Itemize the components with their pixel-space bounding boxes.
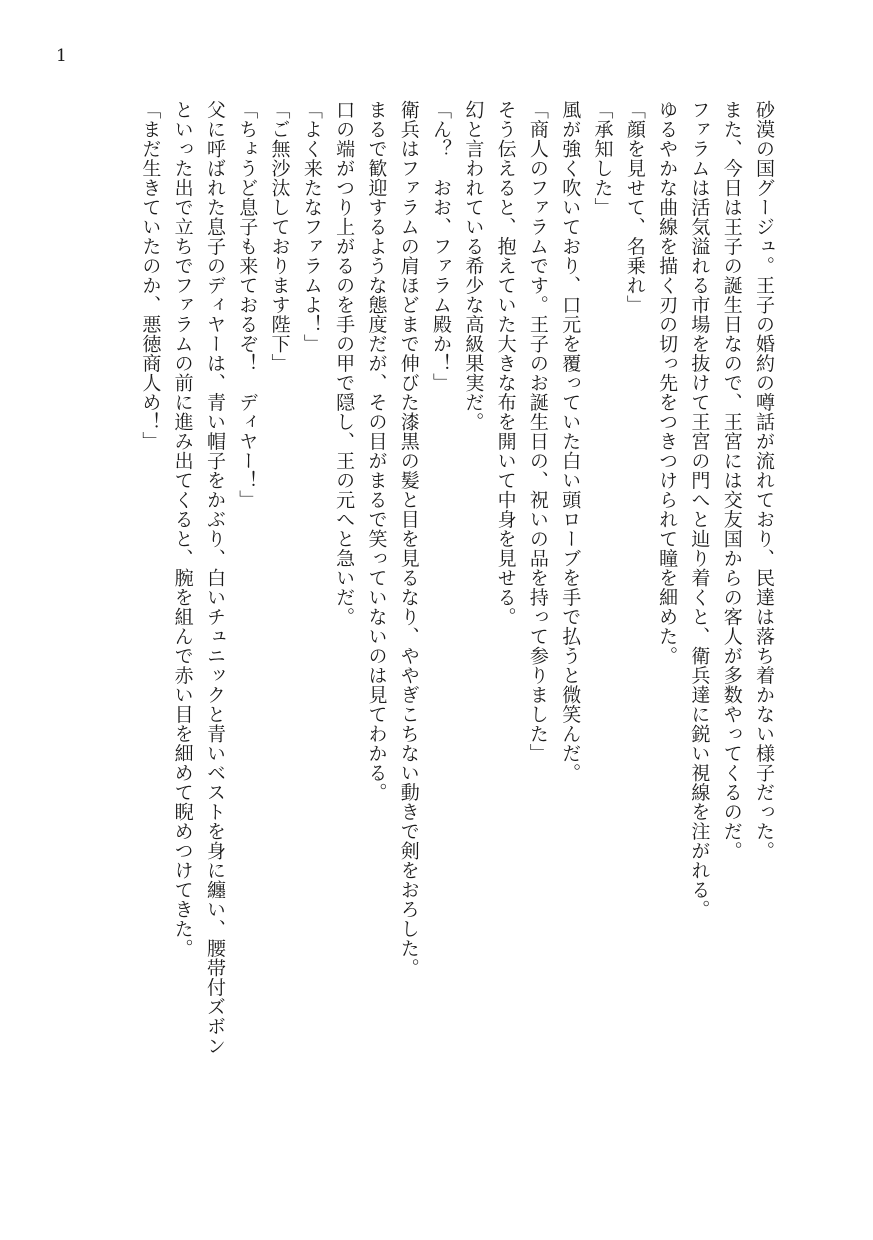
text-line: 「ご無沙汰しております陛下」 (268, 100, 291, 373)
text-line: 砂漠の国グージュ。王子の婚約の噂話が流れており、民達は落ち着かない様子だった。 (753, 100, 775, 861)
text-line: 「顔を見せて、名乗れ」 (623, 100, 646, 315)
text-line: 幻と言われている希少な高級果実だ。 (462, 100, 485, 432)
text-line: そう伝えると、抱えていた大きな布を開いて中身を見せる。 (494, 100, 517, 627)
text-line: 父に呼ばれた息子のディヤーは、青い帽子をかぶり、白いチュニックと青いベストを身に纏い、腰帯付ズボン (203, 100, 226, 1056)
text-line: 口の端がつり上がるのを手の甲で隠し、王の元へと急いだ。 (333, 100, 356, 627)
page-number: 1 (56, 46, 67, 66)
text-line: まるで歓迎するような態度だが、その目がまるで笑っていないのは見てわかる。 (365, 100, 388, 802)
text-line: 「よく来たなファラムよ！」 (300, 100, 323, 354)
text-line: また、今日は王子の誕生日なので、王宮には交友国からの客人が多数やってくるのだ。 (720, 100, 743, 861)
text-line: ゆるやかな曲線を描く刃の切っ先をつきつけられて瞳を細めた。 (656, 100, 679, 666)
text-line: ファラムは活気溢れる市場を抜けて王宮の門へと辿り着くと、衛兵達に鋭い視線を注がれる。 (688, 100, 711, 919)
text-line: 「承知した」 (591, 100, 614, 217)
novel-text-body (134, 100, 780, 1160)
text-line: 「商人のファラムです。王子のお誕生日の、祝いの品を持って参りました」 (526, 100, 549, 763)
text-line: 「ちょうど息子も来ておるぞ！ ディヤー！」 (236, 100, 259, 510)
text-line: 風が強く吹いており、口元を覆っていた白い頭ローブを手で払うと微笑んだ。 (559, 100, 582, 783)
text-line: といった出で立ちでファラムの前に進み出てくると、腕を組んで赤い目を細めて睨めつけてきた。 (171, 100, 194, 958)
text-line: 「ん？ おお、ファラム殿か！」 (430, 100, 453, 393)
text-line: 「まだ生きていたのか、悪徳商人め！」 (139, 100, 162, 451)
text-line: 衛兵はファラムの肩ほどまで伸びた漆黒の髪と目を見るなり、ややぎこちない動きで剣をおろした。 (397, 100, 420, 978)
